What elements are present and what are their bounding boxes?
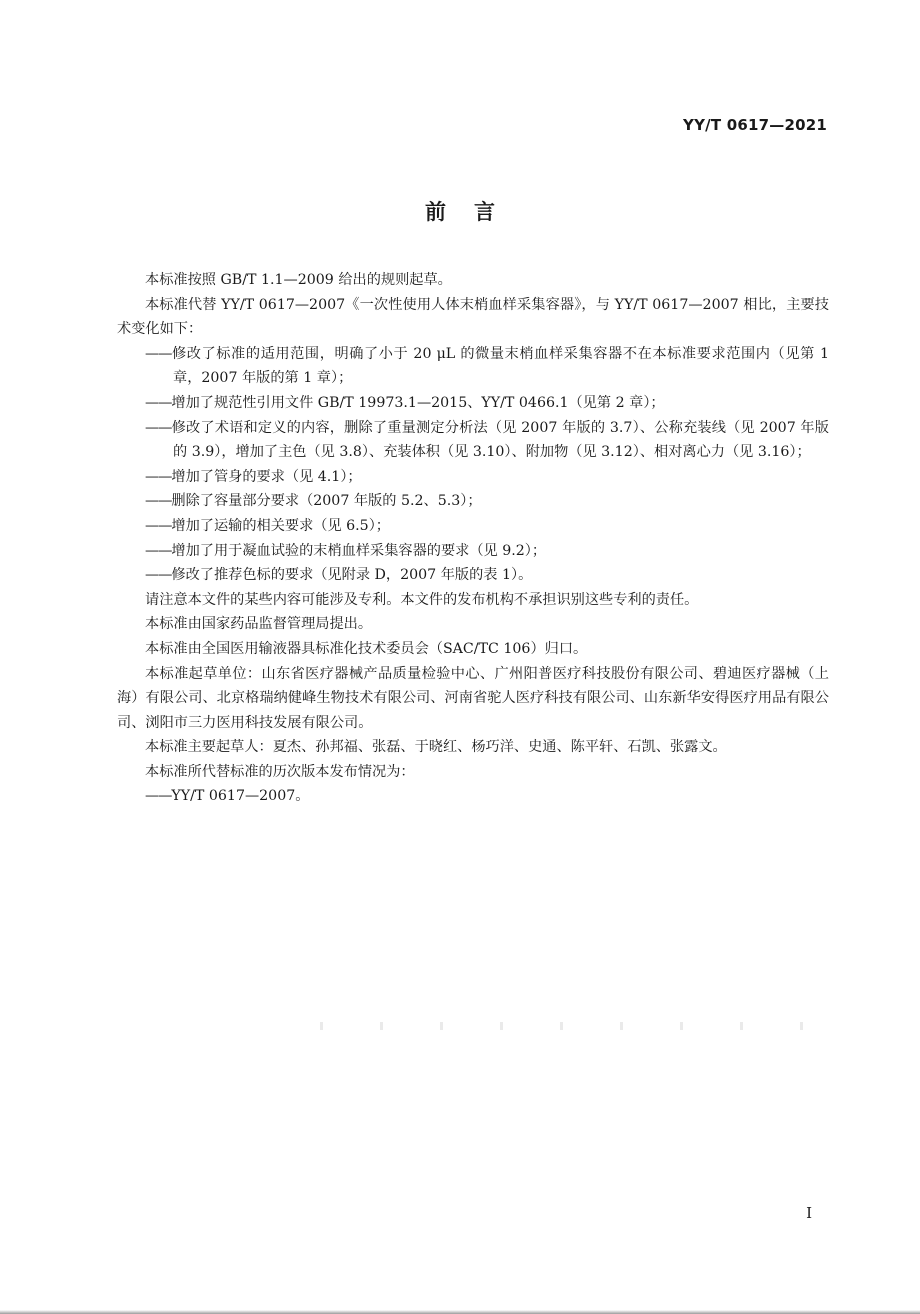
paragraph: 本标准主要起草人：夏杰、孙邦福、张磊、于晓红、杨巧洋、史通、陈平轩、石凯、张露文。 [145,739,727,756]
list-item: ——修改了标准的适用范围，明确了小于 20 μL 的微量末梢血样采集容器不在本标准要求范围内（见第 1 章，2007 年版的第 1 章）； [145,345,829,387]
page-title: 前言 [425,200,523,224]
scan-artifact [290,1022,860,1030]
list-item: ——修改了术语和定义的内容，删除了重量测定分析法（见 2007 年版的 3.7）、公称充装线（见 2007 年版的 3.9），增加了主色（见 3.8）、充装体积（见 3.10）、附加物（见 3.12）、相对离心力（见 3.16）； [145,419,829,461]
list-item: ——增加了规范性引用文件 GB/T 19973.1—2015、YY/T 0466.1（见第 2 章）； [145,394,665,411]
page-edge [0,1310,920,1314]
paragraph: 请注意本文件的某些内容可能涉及专利。本文件的发布机构不承担识别这些专利的责任。 [145,591,699,608]
paragraph: 本标准由全国医用输液器具标准化技术委员会（SAC/TC 106）归口。 [145,640,588,657]
list-item: ——增加了管身的要求（见 4.1）； [145,468,362,485]
paragraph: 本标准起草单位：山东省医疗器械产品质量检验中心、广州阳普医疗科技股份有限公司、碧迪医疗器械（上海）有限公司、北京格瑞纳健峰生物技术有限公司、河南省驼人医疗科技有限公司、山东新华安得医疗用品有限公司、浏阳市三力医用科技发展有限公司。 [117,665,829,731]
page-number: I [806,1204,812,1222]
paragraph: 本标准按照 GB/T 1.1—2009 给出的规则起草。 [145,272,452,288]
list-item: ——删除了容量部分要求（2007 年版的 5.2、5.3）； [145,493,482,510]
paragraph: 本标准所代替标准的历次版本发布情况为： [145,763,415,780]
list-item: ——修改了推荐色标的要求（见附录 D，2007 年版的表 1）。 [145,567,533,584]
standard-code: YY/T 0617—2021 [683,116,827,134]
list-item: ——增加了用于凝血试验的末梢血样采集容器的要求（见 9.2）； [145,542,547,559]
list-item: ——增加了运输的相关要求（见 6.5）； [145,517,390,534]
list-item: ——YY/T 0617—2007。 [145,788,310,805]
paragraph: 本标准由国家药品监督管理局提出。 [145,616,373,633]
preface-body [117,268,829,809]
paragraph: 本标准代替 YY/T 0617—2007《一次性使用人体末梢血样采集容器》，与 YY/T 0617—2007 相比，主要技术变化如下： [117,296,829,338]
